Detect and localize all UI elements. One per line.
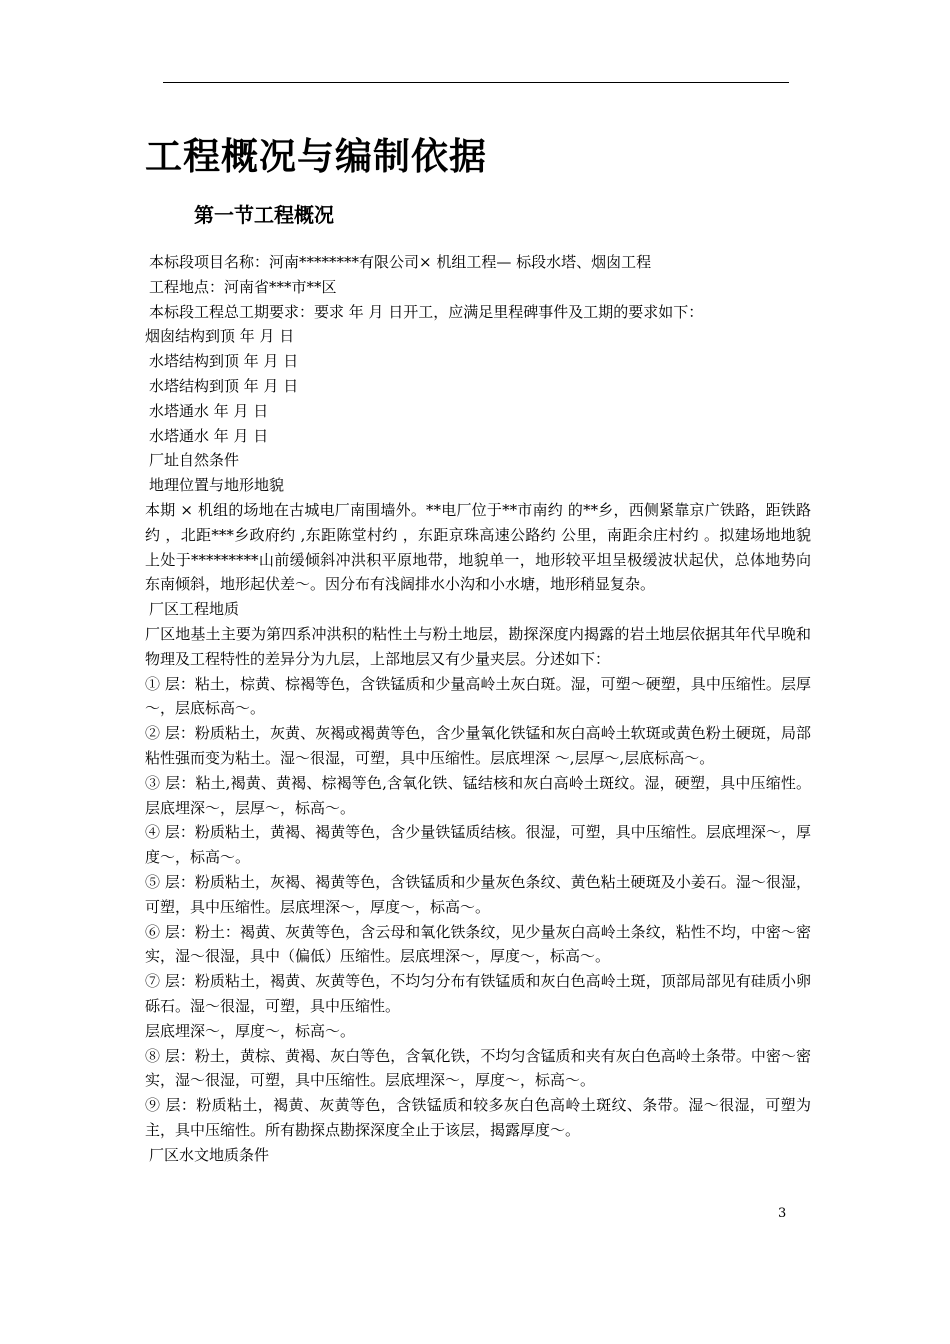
paragraph-terrain: 本期 × 机组的场地在古城电厂南围墙外。**电厂位于**市南约 的**乡，西侧紧靠京广铁路，距铁路约 ，北距***乡政府约 ,东距陈堂村约 ，东距京珠高速公路约 公里，南距余庄村约 。拟建场地地貌上处于*********山前缓倾斜冲洪积平原地带，地貌单一，地形较平坦呈极缓波状起伏，总体地势向东南倾斜，地形起伏差～。因分布有浅阔排水小沟和小水塘，地形稍显复杂。 — [145, 500, 811, 594]
schedule-requirement-line: 本标段工程总工期要求：要求 年 月 日开工，应满足里程碑事件及工期的要求如下： — [149, 302, 704, 321]
layer-item-continuation: 层底埋深～，厚度～，标高～。 — [145, 1021, 356, 1040]
project-location-line: 工程地点：河南省***市**区 — [149, 277, 337, 296]
header-rule — [163, 82, 789, 83]
page-number: 3 — [778, 1206, 787, 1221]
project-name-line: 本标段项目名称：河南********有限公司× 机组工程— 标段水塔、烟囱工程 — [149, 253, 652, 271]
layer-item: ⑧ 层：粉土，黄棕、黄褐、灰白等色，含氧化铁，不均匀含锰质和夹有灰白色高岭土条带。中密～密实，湿～很湿，可塑，具中压缩性。层底埋深～，厚度～，标高～。 — [145, 1046, 811, 1090]
document-body — [145, 250, 811, 1167]
subheading-site-conditions: 厂址自然条件 — [149, 451, 240, 470]
layer-item: ⑥ 层：粉土：褐黄、灰黄等色，含云母和氧化铁条纹，见少量灰白高岭土条纹，粘性不均，中密～密实，湿～很湿，具中（偏低）压缩性。层底埋深～，厚度～，标高～。 — [145, 922, 811, 966]
layer-item: ④ 层：粉质粘土，黄褐、褐黄等色，含少量铁锰质结核。很湿，可塑，具中压缩性。层底埋深～，厚度～，标高～。 — [145, 823, 811, 867]
subheading-geology: 厂区工程地质 — [149, 600, 240, 619]
milestone-item: 水塔通水 年 月 日 — [149, 426, 269, 445]
section-heading: 第一节工程概况 — [194, 203, 334, 227]
milestone-item: 水塔结构到顶 年 月 日 — [149, 352, 299, 371]
milestone-item: 水塔结构到顶 年 月 日 — [149, 376, 299, 395]
layer-item: ⑤ 层：粉质粘土，灰褐、褐黄等色，含铁锰质和少量灰色条纹、黄色粘土硬斑及小姜石。湿～很湿，可塑，具中压缩性。层底埋深～，厚度～，标高～。 — [145, 872, 811, 916]
layer-item: ③ 层：粘土,褐黄、黄褐、棕褐等色,含氧化铁、锰结核和灰白高岭土斑纹。湿，硬塑，具中压缩性。层底埋深～，层厚～，标高～。 — [145, 773, 811, 817]
layer-item: ② 层：粉质粘土，灰黄、灰褐或褐黄等色，含少量氧化铁锰和灰白高岭土软斑或黄色粉土硬斑，局部粘性强而变为粘土。湿～很湿，可塑，具中压缩性。层底埋深 ～,层厚～,层底标高～。 — [145, 724, 811, 767]
layer-item: ⑦ 层：粉质粘土，褐黄、灰黄等色，不均匀分布有铁锰质和灰白色高岭土斑，顶部局部见有硅质小卵砾石。湿～很湿，可塑，具中压缩性。 — [145, 972, 811, 1015]
subheading-hydrogeology: 厂区水文地质条件 — [149, 1145, 270, 1164]
layer-item: ① 层：粘土，棕黄、棕褐等色，含铁锰质和少量高岭土灰白斑。湿，可塑～硬塑，具中压缩性。层厚～，层底标高～。 — [145, 674, 811, 718]
paragraph-geology-intro: 厂区地基土主要为第四系冲洪积的粘性土与粉土地层，勘探深度内揭露的岩土地层依据其年代早晚和物理及工程特性的差异分为九层，上部地层又有少量夹层。分述如下： — [145, 624, 811, 668]
document-title: 工程概况与编制依据 — [145, 135, 487, 178]
milestone-item: 烟囱结构到顶 年 月 日 — [145, 327, 295, 346]
milestone-item: 水塔通水 年 月 日 — [149, 401, 269, 420]
subheading-location-terrain: 地理位置与地形地貌 — [149, 476, 285, 495]
layer-item: ⑨ 层：粉质粘土，褐黄、灰黄等色，含铁锰质和较多灰白色高岭土斑纹、条带。湿～很湿，可塑为主，具中压缩性。所有勘探点勘探深度全止于该层，揭露厚度～。 — [145, 1096, 811, 1139]
